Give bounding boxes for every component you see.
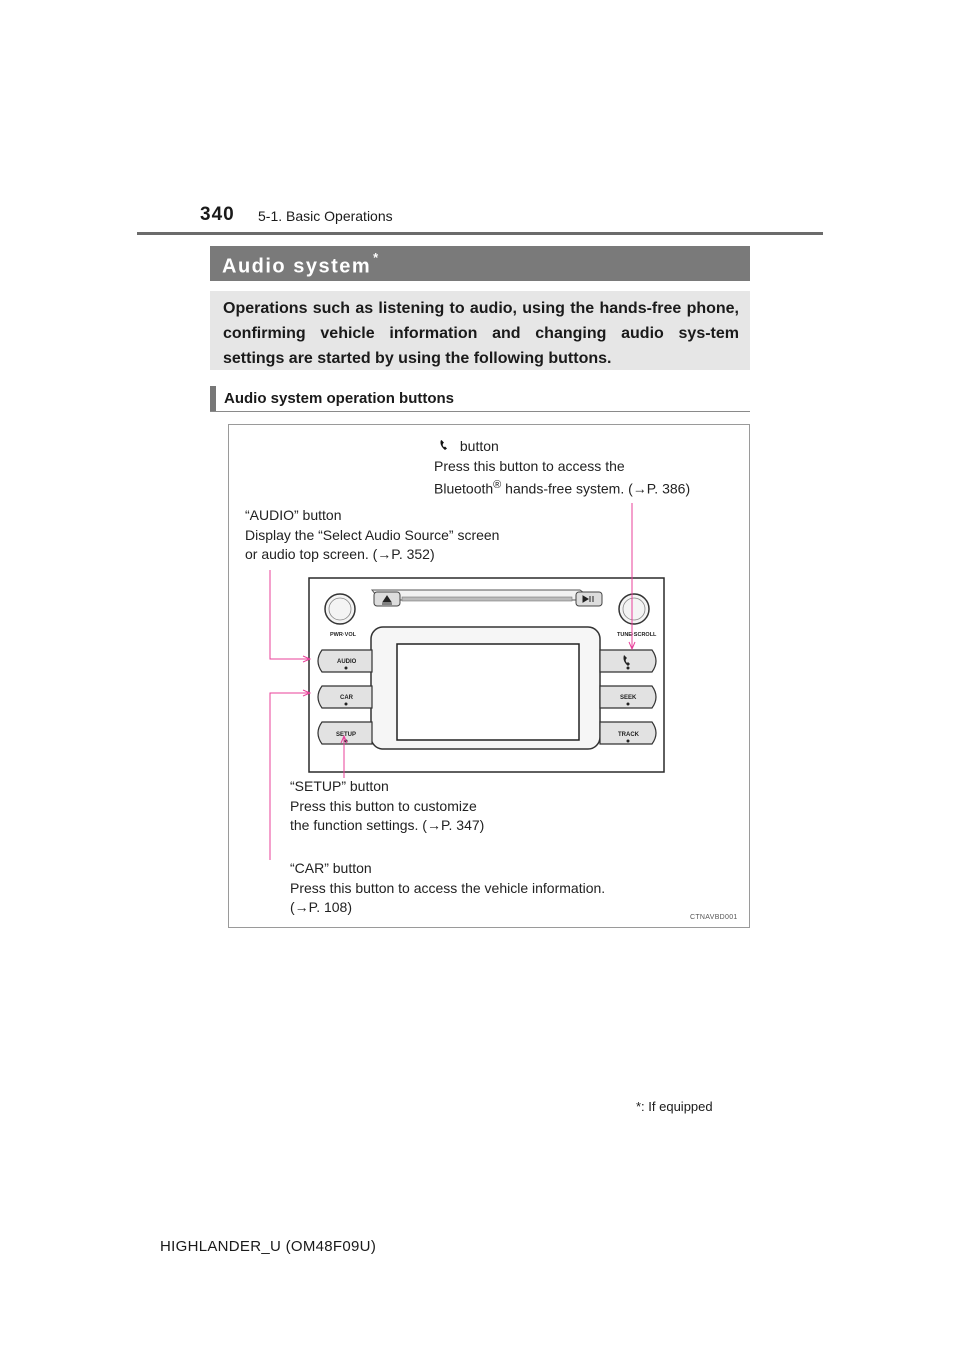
pwr-vol-knob xyxy=(325,594,355,624)
svg-text:AUDIO: AUDIO xyxy=(337,659,357,665)
setup-callout xyxy=(290,777,484,836)
phone-callout xyxy=(434,437,690,499)
svg-text:CAR: CAR xyxy=(340,695,353,701)
audio-leader xyxy=(270,570,309,659)
footer-model: HIGHLANDER_U (OM48F09U) xyxy=(160,1238,377,1255)
audio-callout-line1: “AUDIO” button xyxy=(245,507,342,523)
audio-callout-line2: Display the “Select Audio Source” screen xyxy=(245,526,500,543)
phone-icon xyxy=(438,439,456,452)
phone-button xyxy=(600,650,656,672)
figure-code: CTNAVBD001 xyxy=(690,914,738,921)
svg-text:SEEK: SEEK xyxy=(620,695,637,701)
phone-callout-line2: Press this button to access the xyxy=(434,457,625,474)
phone-callout-line1: button xyxy=(459,438,499,454)
audio-callout xyxy=(245,506,499,565)
car-callout-line3: (→P. 108) xyxy=(290,899,352,915)
car-button xyxy=(318,686,372,708)
play-pause-button xyxy=(576,592,602,606)
pwr-vol-label: PWR·VOL xyxy=(330,632,356,638)
phone-callout-line3: Bluetooth® hands-free system. (→P. 386) xyxy=(434,479,691,497)
svg-text:TRACK: TRACK xyxy=(618,732,639,738)
audio-button xyxy=(318,650,372,672)
page-title-text: Audio system xyxy=(222,255,372,278)
intro-box: Operations such as listening to audio, using the hands-free phone, confirming vehicle information and changing audio sys-tem settings are started by using the following buttons. xyxy=(210,291,750,370)
disc-slot-opening xyxy=(402,597,572,601)
setup-callout-line2: Press this button to customize xyxy=(290,797,477,814)
setup-callout-line3: the function settings. (→P. 347) xyxy=(290,817,485,833)
svg-text:SETUP: SETUP xyxy=(336,732,357,738)
setup-button xyxy=(318,722,372,744)
tune-scroll-knob xyxy=(619,594,649,624)
display-screen xyxy=(397,644,579,740)
subsection-title: Audio system operation buttons xyxy=(224,390,455,407)
asterisk-mark: * xyxy=(373,250,380,265)
seek-button xyxy=(600,686,656,708)
tune-scroll-label: TUNE·SCROLL xyxy=(617,632,657,638)
car-callout-line2: Press this button to access the vehicle information. xyxy=(290,879,606,896)
audio-callout-line3: or audio top screen. (→P. 352) xyxy=(245,546,435,562)
section-title: 5-1. Basic Operations xyxy=(258,208,393,224)
page-number: 340 xyxy=(200,204,235,225)
footnote: *: If equipped xyxy=(636,1099,713,1114)
car-callout-line1: “CAR” button xyxy=(290,860,372,876)
setup-callout-line1: “SETUP” button xyxy=(290,778,389,794)
car-callout xyxy=(290,859,605,918)
track-button xyxy=(600,722,656,744)
